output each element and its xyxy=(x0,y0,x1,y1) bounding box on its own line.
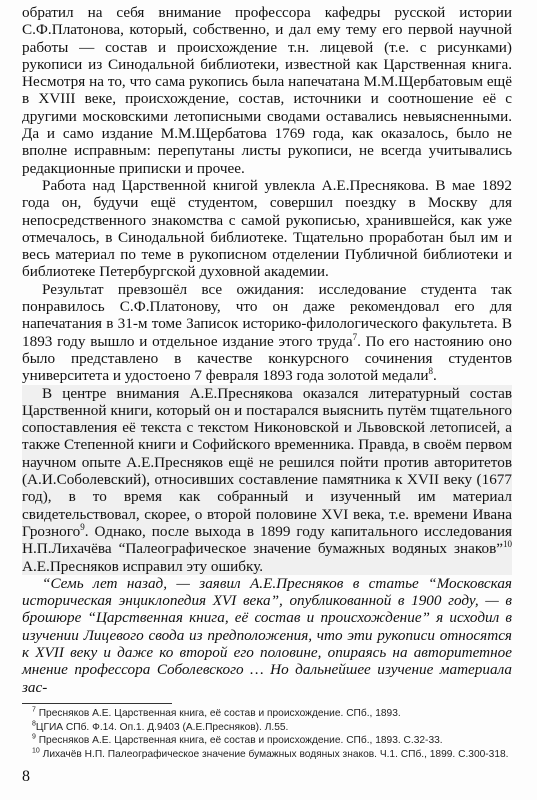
paragraph-3-part-2: . По его настоянию оно было представлено в качестве конкурсного сочинения студентов университета и удостоено 7 февраля 1893 года золотой медали xyxy=(22,332,512,385)
paragraph-2: Работа над Царственной книгой увлекла А.Е.Преснякова. В мае 1892 года он, будучи ещё студентом, совершил поездку в Москву для непосредственного знакомства с самой рукописью, хранившейся, как уже отмечалось, в Синодальной библиотеке. Тщательно проработан был им и весь материал по теме в рукописном отделении Публичной библиотеки и библиотеке Петербургской духовной академии. xyxy=(22,176,512,281)
footnote-number: 10 xyxy=(32,747,40,755)
footnote-number: 9 xyxy=(32,733,36,741)
paragraph-4-part-1: В центре внимания А.Е.Преснякова оказался литературный состав Царственной книги, который он и постарался выяснить путём тщательного сопоставления её текста с текстом Никоновской и Львовской летописей, а также Степенной книги и Софийского временника. Правда, в своём первом научном опыте А.Е.Пресняков ещё не решился пойти против авторитетов (А.И.Соболевский), относивших составление памятника к XVII веку (1677 год), в то время как собранный и изученный им материал свидетельствовал, скорее, о второй половине XVI века, т.е. времени Ивана Грозного xyxy=(22,384,512,540)
footnote-number: 7 xyxy=(32,706,36,714)
footnotes xyxy=(22,707,512,761)
footnote-ref-7[interactable]: 7 xyxy=(352,331,358,342)
footnote-ref-10[interactable]: 10 xyxy=(503,539,512,550)
footnote-number: 8 xyxy=(32,720,36,728)
paragraph-3-part-1: Результат превзошёл все ожидания: исследование студента так понравилось С.Ф.Платонову, что он даже рекомендовал его для напечатания в 31-м томе Записок историко-филологического факультета. В 1893 году вышло и отдельное издание этого труда xyxy=(22,280,512,350)
page-number: 8 xyxy=(22,768,30,785)
footnote-ref-9[interactable]: 9 xyxy=(80,521,85,532)
footnote-text: ЦГИА СПб. Ф.14. Оп.1. Д.9403 (А.Е.Пресняков). Л.55. xyxy=(35,721,289,733)
footnote-10 xyxy=(22,748,512,762)
footnote-8 xyxy=(22,721,512,735)
footnote-divider xyxy=(22,703,172,704)
paragraph-4 xyxy=(22,385,512,575)
paragraph-4-part-2: . Однако, после выхода в 1899 году капитального исследования Н.П.Лихачёва “Палеографическое значение бумажных водяных знаков” xyxy=(22,522,512,558)
body-text xyxy=(22,4,512,696)
footnote-ref-8[interactable]: 8 xyxy=(428,366,433,377)
footnote-text: Пресняков А.Е. Царственная книга, её состав и происхождение. СПб., 1893. xyxy=(35,708,401,719)
paragraph-3-part-3: . xyxy=(432,367,437,385)
footnote-text: Лихачёв Н.П. Палеографическое значение бумажных водяных знаков. Ч.1. СПб., 1899. С.300-318. xyxy=(39,748,509,760)
paragraph-1: обратил на себя внимание профессора кафедры русской истории С.Ф.Платонова, который, собственно, и дал ему тему его первой научной работы — состав и происхождение т.н. лицевой (т.е. с рисунками) рукописи из Синодальной библиотеки, известной как Царственная книга. Несмотря на то, что сама рукопись была напечатана М.М.Щербатовым ещё в XVIII веке, происхождение, состав, источники и соотношение её с другими московскими летописными сводами оставались невыясненными. Да и само издание М.М.Щербатова 1769 года, как оказалось, было не вполне исправным: перепутаны листы рукописи, не всегда учитывались редакционные приписки и прочее. xyxy=(22,4,512,177)
paragraph-3 xyxy=(22,281,512,385)
footnote-7 xyxy=(22,707,512,721)
paragraph-5-quote: “Семь лет назад, — заявил А.Е.Пресняков в статье “Московская историческая энциклопедия XVI века”, опубликованной в 1900 году, — в брошюре “Царственная книга, её состав и происхождение” я исходил в изучении Лицевого свода из предположения, что эти рукописи относятся к XVII веку и даже ко второй его половине, опираясь на авторитетное мнение профессора Соболевского … Но дальнейшее изучение материала зас- xyxy=(22,574,512,696)
footnote-9 xyxy=(22,734,512,748)
paragraph-4-part-3: А.Е.Пресняков исправил эту ошибку. xyxy=(22,557,264,575)
footnote-text: Пресняков А.Е. Царственная книга, её состав и происхождение. СПб., 1893. С.32-33. xyxy=(35,735,443,746)
